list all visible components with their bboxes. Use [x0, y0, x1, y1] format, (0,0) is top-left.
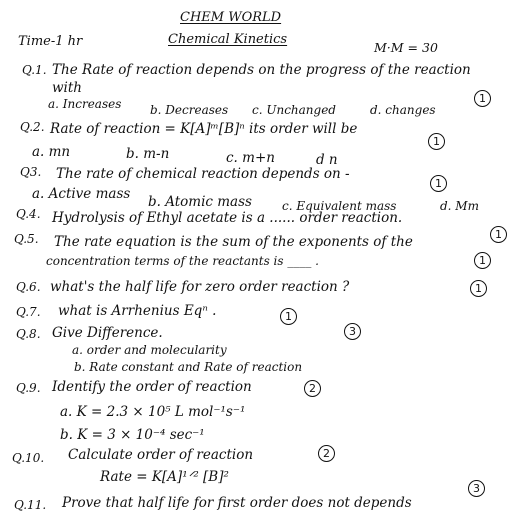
q1-option-c: c. Unchanged [252, 103, 336, 117]
max-marks-label: M·M = 30 [374, 40, 438, 55]
q7-marks-badge: 1 [280, 308, 297, 325]
q2-text: Rate of reaction = K[A]ᵐ[B]ⁿ its order will be [50, 121, 358, 137]
q3-option-c: c. Equivalent mass [282, 199, 397, 213]
q1-text: The Rate of reaction depends on the progress of the reaction [52, 62, 471, 78]
q10-equation: Rate = K[A]¹ᐟ² [B]² [100, 469, 229, 485]
q8-number: Q.8. [16, 327, 41, 341]
q1-number: Q.1. [22, 63, 47, 77]
sheet-title: CHEM WORLD [180, 10, 282, 25]
q1-option-d: d. changes [370, 103, 436, 117]
q4-marks-badge: 1 [490, 226, 507, 243]
q6-marks-badge: 1 [470, 280, 487, 297]
q9-part-a: a. K = 2.3 × 10⁵ L mol⁻¹s⁻¹ [60, 404, 246, 420]
q5-marks-badge: 1 [474, 252, 491, 269]
q2-marks-badge: 1 [428, 133, 445, 150]
q2-option-b: b. m-n [126, 146, 170, 162]
q4-text: Hydrolysis of Ethyl acetate is a ...... order reaction. [52, 210, 403, 226]
q1-text-cont: with [52, 80, 82, 96]
q5-text: The rate equation is the sum of the exponents of the [54, 234, 413, 250]
q2-option-c: c. m+n [226, 150, 275, 166]
q11-marks-badge: 3 [468, 480, 485, 497]
q10-number: Q.10. [12, 451, 45, 465]
q2-option-d: d n [316, 152, 338, 168]
q7-number: Q.7. [16, 305, 41, 319]
q3-text: The rate of chemical reaction depends on - [56, 166, 350, 182]
q2-number: Q.2. [20, 120, 45, 134]
q3-number: Q3. [20, 165, 42, 179]
q9-number: Q.9. [16, 381, 41, 395]
q8-part-b: b. Rate constant and Rate of reaction [74, 360, 303, 374]
chapter-title: Chemical Kinetics [168, 32, 288, 47]
q9-marks-badge: 2 [304, 380, 321, 397]
q5-text-cont: concentration terms of the reactants is ____ . [46, 254, 319, 268]
q4-number: Q.4. [16, 207, 41, 221]
q10-marks-badge: 2 [318, 445, 335, 462]
q3-option-b: b. Atomic mass [148, 194, 252, 210]
q11-number: Q.11. [14, 498, 47, 512]
q1-option-a: a. Increases [48, 97, 122, 111]
q10-text: Calculate order of reaction [68, 447, 254, 463]
q6-number: Q.6. [16, 280, 41, 294]
q7-text: what is Arrhenius Eqⁿ . [58, 303, 217, 319]
q3-option-d: d. Mm [440, 199, 479, 213]
q3-option-a: a. Active mass [32, 186, 131, 202]
q8-marks-badge: 3 [344, 323, 361, 340]
q5-number: Q.5. [14, 232, 39, 246]
q3-marks-badge: 1 [430, 175, 447, 192]
q1-option-b: b. Decreases [150, 103, 229, 117]
q6-text: what's the half life for zero order reaction ? [50, 279, 350, 295]
q11-text: Prove that half life for first order does not depends [62, 495, 412, 511]
q8-part-a: a. order and molecularity [72, 343, 227, 357]
q2-option-a: a. mn [32, 144, 71, 160]
time-label: Time-1 hr [18, 34, 83, 49]
q8-text: Give Difference. [52, 325, 163, 341]
q9-part-b: b. K = 3 × 10⁻⁴ sec⁻¹ [60, 427, 205, 443]
q9-text: Identify the order of reaction [52, 379, 252, 395]
q1-marks-badge: 1 [474, 90, 491, 107]
